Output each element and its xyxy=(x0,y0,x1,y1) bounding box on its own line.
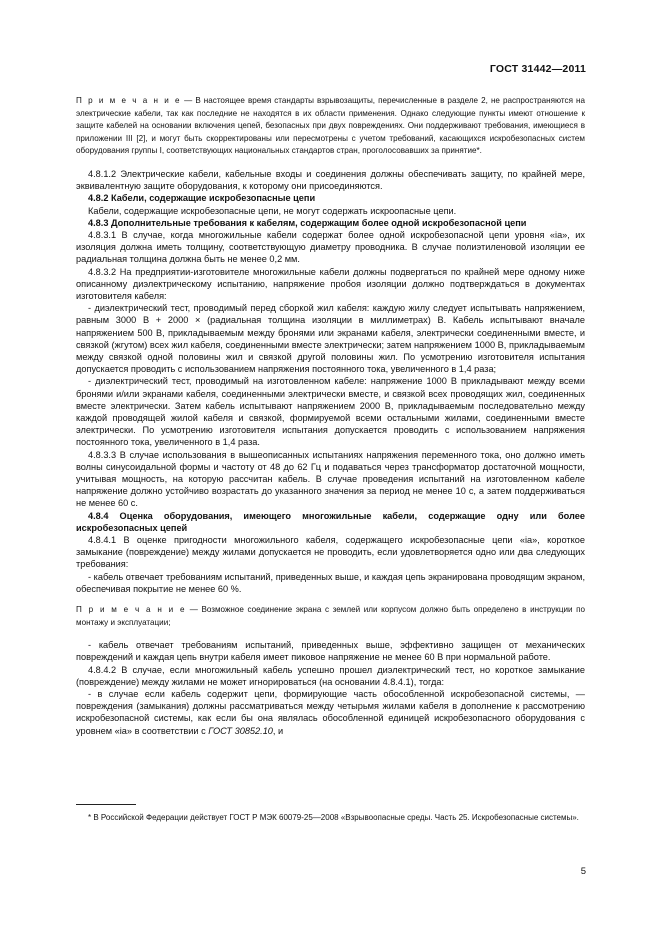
heading-4-8-4: 4.8.4 Оценка оборудования, имеющего многожильные кабели, содержащие одну или более искробезопасных цепей xyxy=(76,510,585,533)
heading-4-8-2: 4.8.2 Кабели, содержащие искробезопасные цепи xyxy=(88,193,316,204)
clause-4-8-3-2: 4.8.3.2 На предприятии-изготовителе многожильные кабели должны подвергаться по крайней мере одному ниже описанному диэлектрическому испытанию, напряжение пробоя изоляции должно подтверждаться в документах изготовителя кабеля: xyxy=(76,266,585,301)
clause-4-8-4-1: 4.8.4.1 В оценке пригодности многожильного кабеля, содержащего искробезопасные цепи «ia», короткое замыкание (повреждение) между жилами допускается не проводить, если удовлетворяется одно или два следующих требования: xyxy=(76,535,585,570)
clause-4-8-3-3: 4.8.3.3 В случае использования в вышеописанных испытаниях напряжения переменного тока, оно должно иметь волны синусоидальной формы и частоту от 48 до 62 Гц и подаваться через трансформатор достаточной мощности, учитывая мощность, на которую рассчитан кабель. В случае проведения испытаний на изготовленном кабеле напряжение должно устойчиво возрастать до указанного значения за период не менее 10 с, а затем поддерживаться не менее 60 с. xyxy=(76,449,585,509)
heading-4-8-3: 4.8.3 Дополнительные требования к кабелям, содержащим более одной искробезопасной цепи xyxy=(88,217,527,228)
standard-reference-link[interactable]: ГОСТ 30852.10 xyxy=(208,725,273,736)
list-item-tail: , и xyxy=(272,725,284,736)
note-text: — В настоящее время стандарты взрывозащиты, перечисленные в разделе 2, не распространяются на электрические кабели, так как последние не находятся в их области применения. Однако следующие пункты имеют отношение к защите кабелей на основании включения цепей, безопасных при двух повреждениях. Они поддерживают требования, имеющиеся в приложении III [2], и могут быть скорректированы или пересмотрены с учетом требований, касающихся искробезопасных систем оборудования группы I, соответствующих национальных стандартов стран, проголосовавших за принятие*. xyxy=(76,96,585,156)
list-item-text: - в случае если кабель содержит цепи, формирующие часть обособленной искробезопасной системы, — повреждения (замыкания) должны рассматриваться между четырьмя жилами кабеля в дополнение к рассмотрению искробезопасной системы, как если бы она являлась обособленной единицей искробезопасного оборудования с уровнем «ia» в соответствии с xyxy=(76,689,585,736)
footnote: * В Российской Федерации действует ГОСТ Р МЭК 60079-25—2008 «Взрывоопасные среды. Часть 25. Искробезопасные системы». xyxy=(88,813,579,822)
note-text: — Возможное соединение экрана с землей или корпусом должно быть определено в инструкции по монтажу и эксплуатации; xyxy=(76,605,585,627)
list-item-shielded-cable: - кабель отвечает требованиям испытаний, приведенных выше, и каждая цепь экранирована проводящим экраном, обеспечивая покрытие не менее 60 %. xyxy=(76,571,585,594)
note-label: П р и м е ч а н и е xyxy=(76,605,187,615)
list-item-protected-cable: - кабель отвечает требованиям испытаний, приведенных выше, эффективно защищен от механических повреждений и каждая цепь внутри кабеля имеет пиковое напряжение не менее 60 В при нормальной работе. xyxy=(76,640,585,663)
note-paragraph-2 xyxy=(76,604,585,629)
list-item-test-before-assembly: - диэлектрический тест, проводимый перед сборкой жил кабеля: каждую жилу следует испытывать напряжением, равным 3000 В + 2000 × (радиальная толщина изоляции в миллиметрах) В. Кабель испытывают вначале напряжением 500 В, прикладываемым между бронями или экранами кабеля, электрически соединенными вместе, и связкой (жгутом) всех жил кабеля, соединенными вместе электрически; затем напряжением 1000 В, прикладываемым между связкой одной половины жил и связкой другой половины жил. По усмотрению изготовителя испытания допускается проводить с использованием напряжения постоянного тока, увеличенного в 1,4 раза; xyxy=(76,303,585,375)
clause-4-8-3-1: 4.8.3.1 В случае, когда многожильные кабели содержат более одной искробезопасной цепи уровня «ia», их изоляция должна иметь толщину, соответствующую диаметру проводника. В случае полиэтиленовой изоляции ее радиальная толщина должна быть не менее 0,2 мм. xyxy=(76,229,585,265)
document-body xyxy=(76,95,585,737)
clause-4-8-1-2: 4.8.1.2 Электрические кабели, кабельные входы и соединения должны обеспечивать защиту, по крайней мере, эквивалентную защите оборудования, к которому они присоединяются. xyxy=(76,168,585,192)
page-number: 5 xyxy=(580,866,586,877)
clause-4-8-2-text: Кабели, содержащие искробезопасные цепи, не могут содержать искроопасные цепи. xyxy=(88,205,457,216)
list-item-isolated-system xyxy=(76,688,585,737)
footnote-divider xyxy=(76,804,136,805)
note-paragraph-1 xyxy=(76,95,585,158)
clause-4-8-4-2: 4.8.4.2 В случае, если многожильный кабель успешно прошел диэлектрический тест, но короткое замыкание (повреждение) между жилами не может игнорироваться (на основании 4.8.4.1), тогда: xyxy=(76,664,585,687)
list-item-test-finished-cable: - диэлектрический тест, проводимый на изготовленном кабеле: напряжение 1000 В прикладывают между всеми бронями и/или экранами кабеля, соединенными электрически вместе, и связкой всех проводящих жил, соединенных вместе электрически. Затем кабель испытывают напряжением 2000 В, прикладываемым последовательно между каждой проводящей жилой кабеля и связкой, формируемой всеми остальными жилами, соединенными вместе электрически. По усмотрению изготовителя испытания допускается проводить с использованием напряжения постоянного тока, увеличенного в 1,4 раза. xyxy=(76,376,585,448)
standard-header: ГОСТ 31442—2011 xyxy=(489,63,586,75)
note-label: П р и м е ч а н и е xyxy=(76,96,182,105)
